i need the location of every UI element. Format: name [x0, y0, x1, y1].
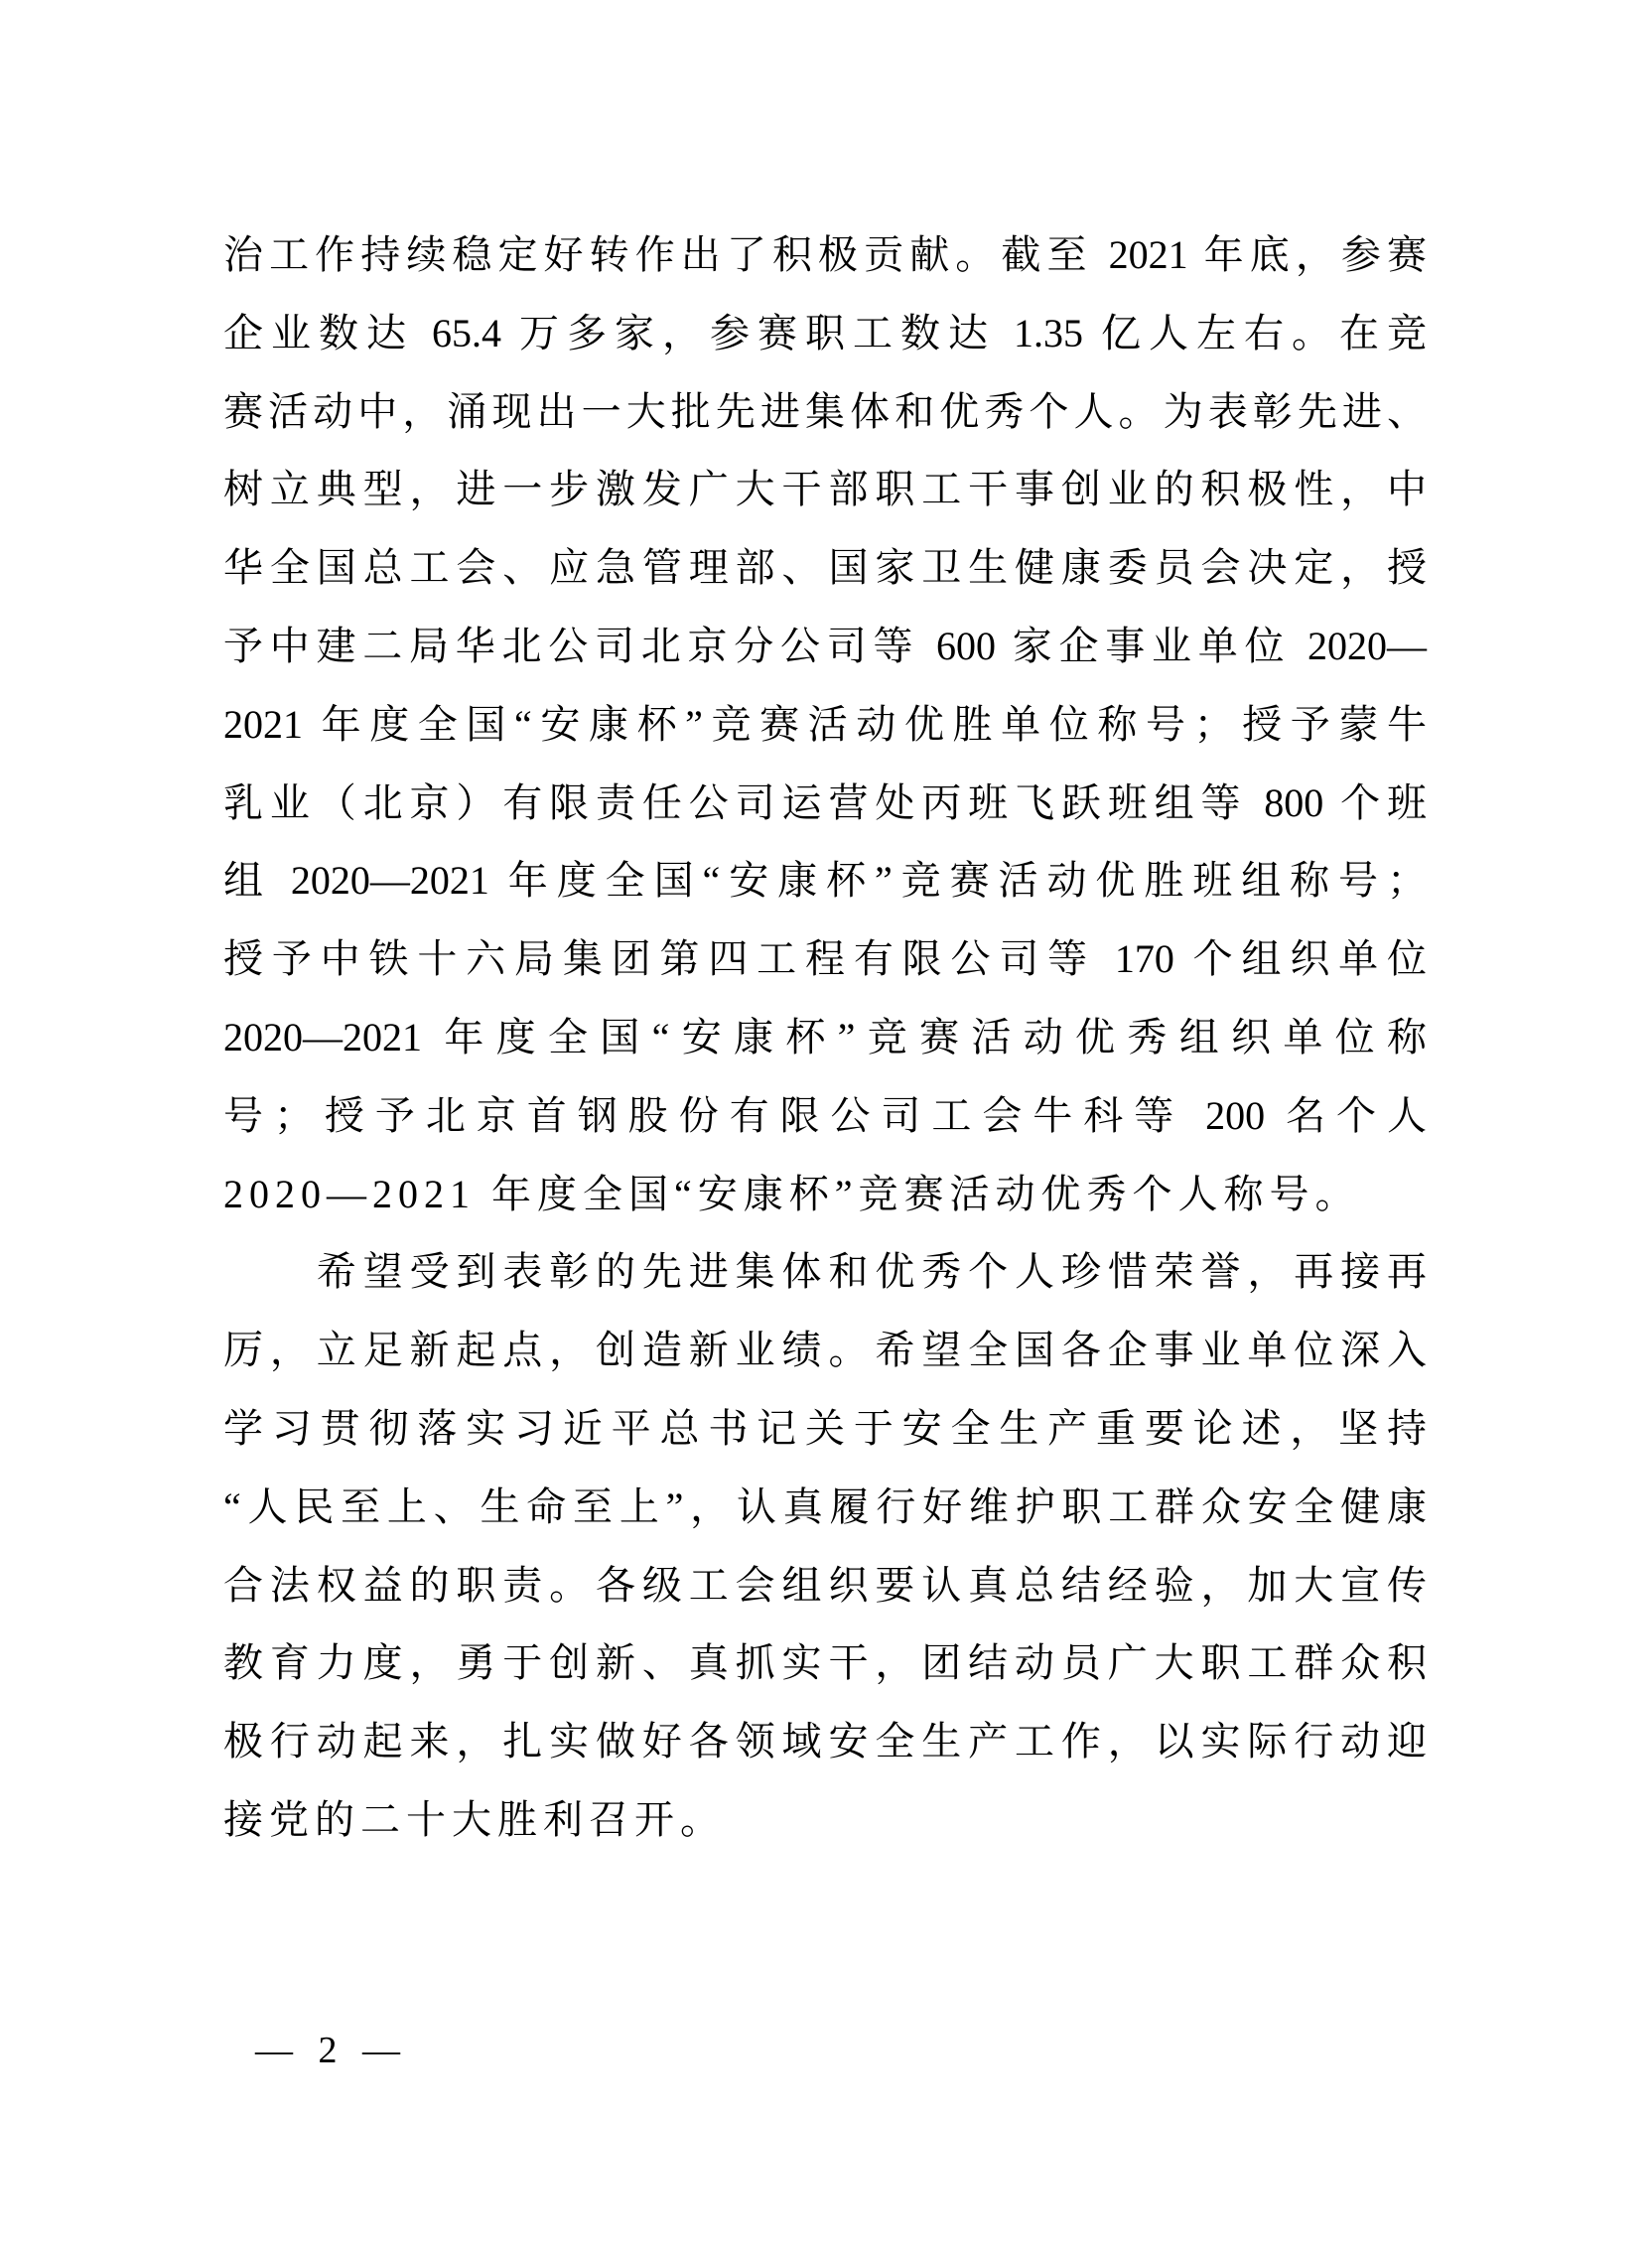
page-footer — [255, 2026, 400, 2075]
text-line: 予中建二局华北公司北京分公司等 600 家企事业单位 2020— — [223, 623, 1427, 668]
page-number: — 2 — — [255, 2030, 400, 2071]
text-line: 2020—2021 年度全国“安康杯”竞赛活动优秀个人称号。 — [223, 1171, 1361, 1216]
text-line: 组 2020—2021 年度全国“安康杯”竞赛活动优胜班组称号； — [223, 858, 1427, 904]
text-line: 乳业（北京）有限责任公司运营处丙班飞跃班组等 800 个班 — [223, 779, 1427, 825]
text-line: 接党的二十大胜利召开。 — [223, 1796, 726, 1842]
text-line: 合法权益的职责。各级工会组织要认真总结经验，加大宣传 — [223, 1562, 1427, 1608]
text-line: 厉，立足新起点，创造新业绩。希望全国各企事业单位深入 — [223, 1328, 1427, 1373]
text-line: 授予中铁十六局集团第四工程有限公司等 170 个组织单位 — [223, 936, 1427, 982]
text-line: 教育力度，勇于创新、真抓实干，团结动员广大职工群众积 — [223, 1640, 1427, 1686]
paragraph-1 — [223, 216, 1427, 1233]
text-line: 2020—2021 年度全国“安康杯”竞赛活动优秀组织单位称 — [223, 1014, 1427, 1059]
text-line: 树立典型，进一步激发广大干部职工干事创业的积极性，中 — [223, 467, 1427, 512]
text-line: 希望受到表彰的先进集体和优秀个人珍惜荣誉，再接再 — [223, 1249, 1427, 1295]
text-line: 号；授予北京首钢股份有限公司工会牛科等 200 名个人 — [223, 1092, 1427, 1138]
text-line: 治工作持续稳定好转作出了积极贡献。截至 2021 年底，参赛 — [223, 232, 1427, 277]
text-line: 2021 年度全国“安康杯”竞赛活动优胜单位称号；授予蒙牛 — [223, 701, 1427, 747]
document-body — [223, 216, 1427, 1860]
text-line: 赛活动中，涌现出一大批先进集体和优秀个人。为表彰先进、 — [223, 388, 1427, 434]
text-line: 华全国总工会、应急管理部、国家卫生健康委员会决定，授 — [223, 545, 1427, 591]
text-line: 企业数达 65.4 万多家，参赛职工数达 1.35 亿人左右。在竞 — [223, 310, 1427, 355]
text-line: 极行动起来，扎实做好各领域安全生产工作，以实际行动迎 — [223, 1719, 1427, 1764]
text-line: “人民至上、生命至上”，认真履行好维护职工群众安全健康 — [223, 1483, 1427, 1529]
text-line: 学习贯彻落实习近平总书记关于安全生产重要论述，坚持 — [223, 1405, 1427, 1451]
paragraph-2 — [223, 1233, 1427, 1859]
